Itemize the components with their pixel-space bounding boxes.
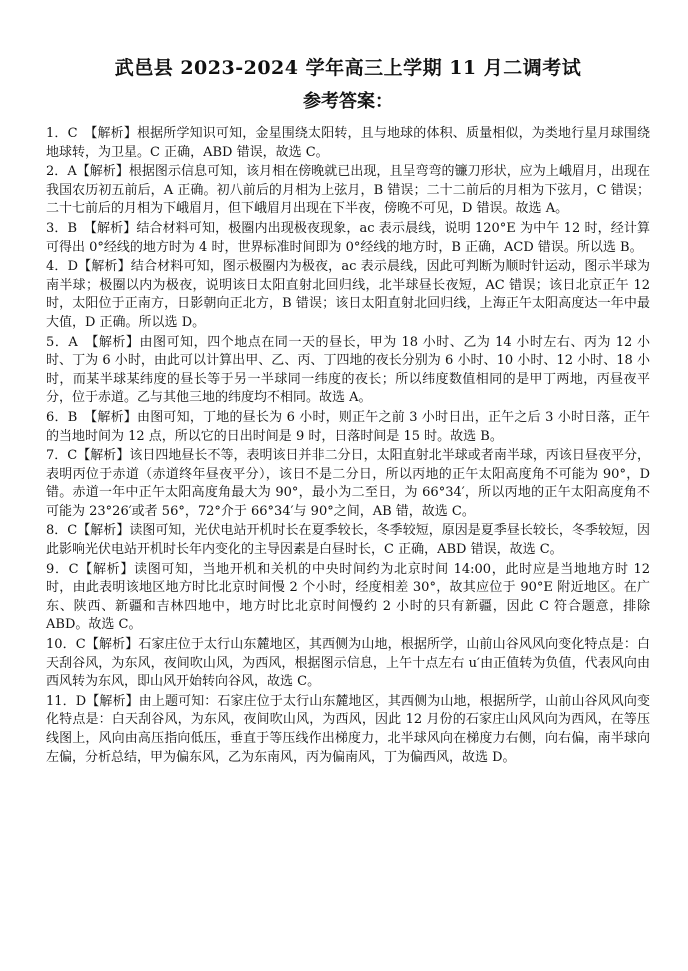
answer-item-6: 6．B 【解析】由图可知，丁地的昼长为 6 小时，则正午之前 3 小时日出，正午之后 3 小时日落，正午的当地时间为 12 点，所以它的日出时间是 9 时，日落时间是 15 时。故选 B。 bbox=[46, 409, 650, 444]
answer-item-10: 10．C【解析】石家庄位于太行山东麓地区，其西侧为山地，根据所学，山前山谷风风向变化特点是：白天刮谷风，为东风，夜间吹山风，为西风，根据图示信息，上午十点左右 u′由正值转为负值，代表风向由西风转为东风，即山风开始转向谷风，故选 C。 bbox=[46, 637, 650, 690]
answer-item-1: 1．C 【解析】根据所学知识可知，金星围绕太阳转，且与地球的体积、质量相似，为类地行星月球围绕地球转，为卫星。C 正确，ABD 错误，故选 C。 bbox=[46, 126, 650, 160]
answer-item-5: 5．A 【解析】由图可知，四个地点在同一天的昼长，甲为 18 小时、乙为 14 小时左右、丙为 12 小时、丁为 6 小时，由此可以计算出甲、乙、丙、丁四地的夜长分别为 6 小时、10 小时、12 小时、18 小时，而某半球某纬度的昼长等于另一半球同一纬度的夜长；所以纬度数值相同的是甲丁两地，丙昼夜平分，位于赤道。乙与其他三地的纬度均不相同。故选 A。 bbox=[46, 334, 650, 406]
page-title: 武邑县 2023-2024 学年高三上学期 11 月二调考试 bbox=[114, 57, 582, 79]
answer-item-3: 3．B 【解析】结合材料可知，极圈内出现极夜现象，ac 表示晨线，说明 120°E 为中午 12 时，经计算可得出 0°经线的地方时为 4 时，世界标准时间即为 0°经线的地方时，B 正确，ACD 错误。所以选 B。 bbox=[46, 220, 650, 255]
answer-item-9: 9．C【解析】读图可知，当地开机和关机的中央时间约为北京时间 14:00，此时应是当地地方时 12 时，由此表明该地区地方时比北京时间慢 2 个小时，经度相差 30°，故其应位于 90°E 附近地区。在广东、陕西、新疆和吉林四地中，地方时比北京时间慢约 2 小时的只有新疆，因此 C 符合题意，排除 ABD。故选 C。 bbox=[46, 561, 650, 633]
answer-item-7: 7．C【解析】该日四地昼长不等，表明该日并非二分日，太阳直射北半球或者南半球，丙该日昼夜平分，表明丙位于赤道（赤道终年昼夜平分），该日不是二分日，所以丙地的正午太阳高度角不可能为 90°，D 错。赤道一年中正午太阳高度角最大为 90°，最小为二至日，为 66°34′，所以丙地的正午太阳高度角不可能为 23°26′或者 56°，72°介于 66°34′与 90°之间，AB 错，故选 C。 bbox=[46, 448, 650, 519]
answer-item-2: 2．A【解析】根据图示信息可知，该月相在傍晚就已出现，且呈弯弯的镰刀形状，应为上峨眉月，出现在我国农历初五前后，A 正确。初八前后的月相为上弦月，B 错误；二十二前后的月相为下弦月，C 错误；二十七前后的月相为下峨眉月，但下峨眉月出现在下半夜，傍晚不可见，D 错误。故选 A。 bbox=[46, 164, 650, 217]
answer-list bbox=[46, 125, 650, 767]
answer-item-11: 11．D【解析】由上题可知：石家庄位于太行山东麓地区，其西侧为山地，根据所学，山前山谷风风向变化特点是：白天刮谷风，为东风，夜间吹山风，为西风，因此 12 月份的石家庄山风风向为西风，在等压线图上，风向由高压指向低压，垂直于等压线作出梯度力，北半球风向在梯度力右侧，向右偏，南半球向左偏，分析总结，甲为偏东风，乙为东南风，丙为偏南风，丁为偏西风，故选 D。 bbox=[46, 693, 650, 765]
answer-item-8: 8．C【解析】读图可知，光伏电站开机时长在夏季较长，冬季较短，原因是夏季昼长较长，冬季较短，因此影响光伏电站开机时长年内变化的主导因素是白昼时长，C 正确，ABD 错误，故选 C。 bbox=[46, 523, 650, 558]
answer-item-4: 4．D【解析】结合材料可知，图示极圈内为极夜，ac 表示晨线，因此可判断为顺时针运动，图示半球为南半球；极圈以内为极夜，说明该日太阳直射北回归线，北半球昼长夜短，AC 错误；该日北京正午 12 时，太阳位于正南方，日影朝向正北方，B 错误；该日太阳直射北回归线，上海正午太阳高度达一年中最大值，D 正确。所以选 D。 bbox=[46, 259, 650, 330]
page-subtitle: 参考答案： bbox=[303, 91, 393, 112]
